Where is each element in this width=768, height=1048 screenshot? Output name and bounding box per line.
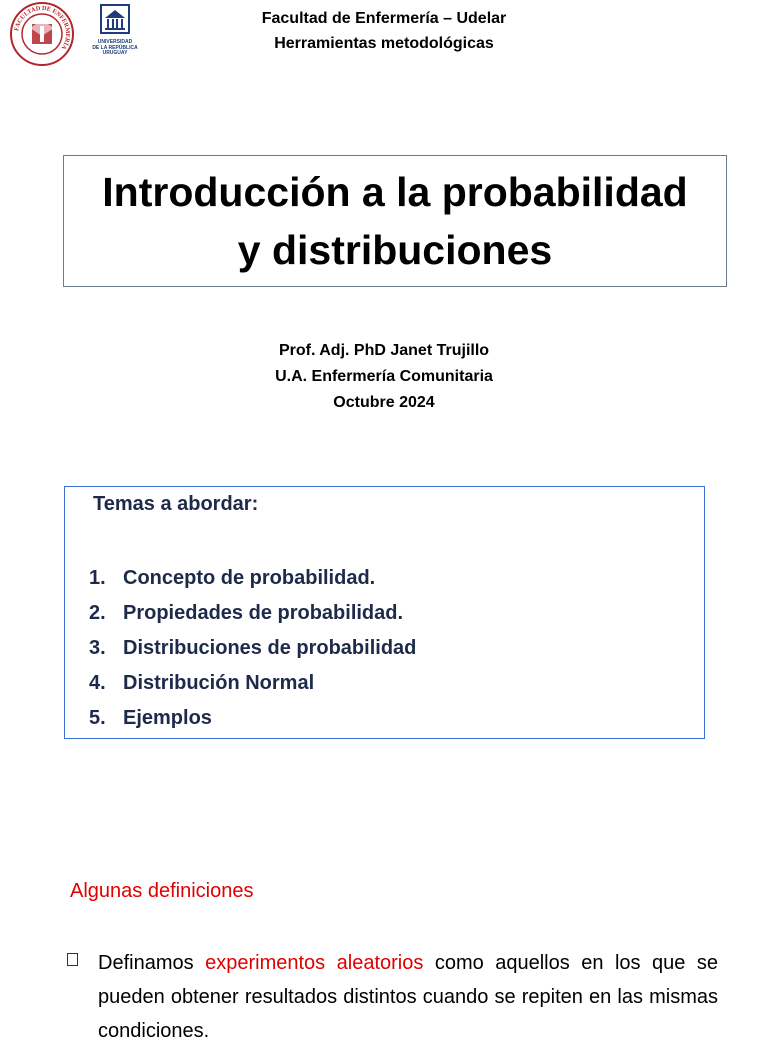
topics-heading: Temas a abordar: bbox=[93, 493, 259, 515]
document-title bbox=[102, 163, 687, 279]
udelar-caption: UNIVERSIDAD DE LA REPÚBLICA URUGUAY bbox=[92, 39, 138, 56]
author-unit: U.A. Enfermería Comunitaria bbox=[275, 368, 493, 385]
author-block bbox=[140, 338, 628, 416]
highlight-term: experimentos aleatorios bbox=[205, 952, 424, 974]
title-line-1: Introducción a la probabilidad bbox=[102, 169, 688, 215]
definition-paragraph: Definamos experimentos aleatorios como aquellos en los que se pueden obtener resultados distintos cuando se repiten en las mismas condiciones. bbox=[98, 952, 718, 1042]
author-date: Octubre 2024 bbox=[333, 394, 435, 411]
list-item: 3. Distribuciones de probabilidad bbox=[89, 637, 417, 659]
header-course: Herramientas metodológicas bbox=[274, 35, 494, 52]
udelar-logo bbox=[92, 4, 138, 62]
document-header bbox=[140, 6, 628, 56]
list-item: 4. Distribución Normal bbox=[89, 672, 315, 694]
list-item: 2. Propiedades de probabilidad. bbox=[89, 602, 404, 624]
square-bullet-icon bbox=[67, 953, 78, 966]
title-line-2: y distribuciones bbox=[237, 227, 553, 273]
topics-list bbox=[89, 561, 416, 736]
section-heading: Algunas definiciones bbox=[70, 880, 254, 902]
author-name: Prof. Adj. PhD Janet Trujillo bbox=[278, 342, 490, 359]
list-item: 5. Ejemplos bbox=[89, 707, 212, 729]
svg-text:FACULTAD DE ENFERMERÍA: FACULTAD DE ENFERMERÍA bbox=[13, 4, 72, 51]
header-faculty: Facultad de Enfermería – Udelar bbox=[261, 10, 507, 27]
title-box bbox=[63, 155, 727, 287]
udelar-building-icon bbox=[100, 4, 130, 34]
topics-box bbox=[64, 486, 705, 739]
faculty-seal-logo bbox=[10, 2, 74, 66]
list-item: 1. Concepto de probabilidad. bbox=[89, 567, 376, 589]
